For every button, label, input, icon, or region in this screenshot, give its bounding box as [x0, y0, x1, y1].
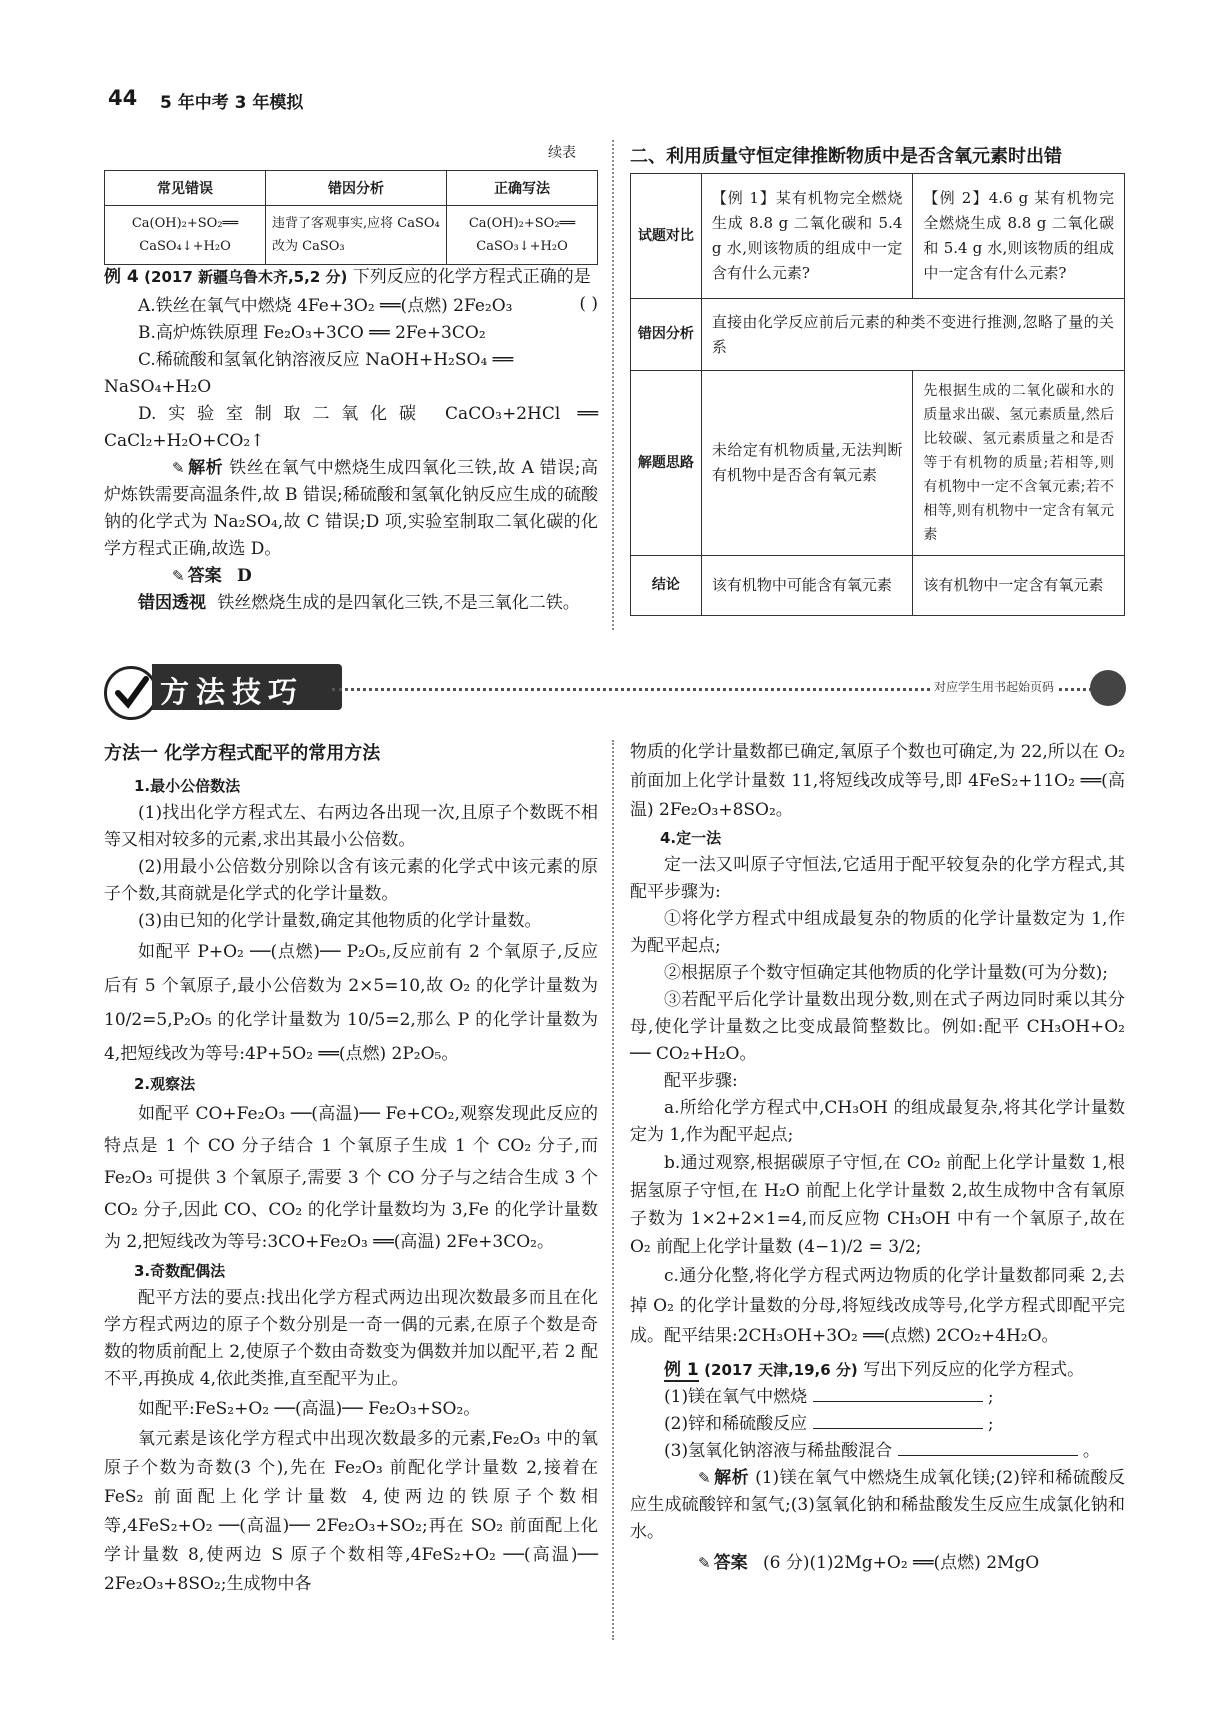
paragraph: a.所给化学方程式中,CH₃OH 的组成最复杂,将其化学计量数定为 1,作为配平起点; [630, 1098, 1125, 1145]
continued-label: 续表 [548, 145, 576, 161]
option-a: A.铁丝在氧气中燃烧 4Fe+3O₂ ══(点燃) 2Fe₂O₃ [138, 296, 513, 316]
table-cell: 直接由化学反应前后元素的种类不变进行推测,忽略了量的关系 [701, 299, 1124, 371]
banner-title: 方法技巧 [160, 675, 305, 709]
paragraph: 定一法又叫原子守恒法,它适用于配平较复杂的化学方程式,其配平步骤为: [630, 855, 1125, 902]
comparison-table [630, 173, 1125, 616]
correct-formula-cell [447, 206, 598, 265]
paragraph: 物质的化学计量数都已确定,氧原子个数也可确定,为 22,所以在 O₂ 前面加上化学计量数 11,将短线改成等号,即 4FeS₂+11O₂ ══(高温) 2Fe₂O₃+8SO₂。 [630, 742, 1125, 820]
option-b: B.高炉炼铁原理 Fe₂O₃+3CO ══ 2Fe+3CO₂ [138, 323, 486, 343]
question-end: ; [987, 1387, 994, 1407]
question-item: (2)锌和稀硫酸反应 [664, 1414, 808, 1434]
table-cell: 【例 2】4.6 g 某有机物完全燃烧生成 8.8 g 二氧化碳和 5.4 g 水,则该物质的组成中一定含有什么元素? [913, 174, 1125, 299]
column-divider [612, 740, 614, 1640]
page-marker-circle [1090, 670, 1126, 706]
answer-label: 答案 [187, 566, 222, 586]
answer-blank-1[interactable] [813, 1387, 983, 1402]
paragraph: ②根据原子个数守恒确定其他物质的化学计量数(可为分数); [664, 963, 1108, 983]
analysis-label: 解析 [187, 458, 224, 478]
error-table [104, 170, 598, 265]
correct-formula-line: CaSO₃↓+H₂O [476, 239, 568, 254]
book-title: 5 年中考 3 年模拟 [160, 93, 304, 113]
answer-blank-2[interactable] [813, 1414, 983, 1429]
question-item: (3)氢氧化钠溶液与稀盐酸混合 [664, 1441, 893, 1461]
answer-label: 答案 [713, 1553, 748, 1573]
wrong-formula-cell [105, 206, 266, 265]
left-bottom-column [104, 740, 598, 1599]
analysis-marker-icon: ✎ [698, 1469, 711, 1487]
paragraph: 配平方法的要点:找出化学方程式两边出现次数最多而且在化学方程式两边的原子个数分别是一奇一偶的元素,在原子个数是奇数的物质前配上 2,使原子个数由奇数变为偶数并加以配平,若 2 配不平,再换成 4,依此类推,直至配平为止。 [104, 1288, 598, 1389]
question-item: (1)镁在氧气中燃烧 [664, 1387, 808, 1407]
table-cell: 【例 1】某有机物完全燃烧生成 8.8 g 二氧化碳和 5.4 g 水,则该物质的组成中一定含有什么元素? [701, 174, 913, 299]
paragraph: c.通分化整,将化学方程式两边物质的化学计量数都同乘 2,去掉 O₂ 的化学计量数的分母,将短线改成等号,化学方程式即配平完成。配平结果:2CH₃OH+3O₂ ══(点燃) 2CO₂+4H₂O。 [630, 1266, 1125, 1346]
table-cell: 先根据生成的二氧化碳和水的质量求出碳、氢元素质量,然后比较碳、氢元素质量之和是否等于有机物的质量;若相等,则有机物中一定不含氧元素;若不相等,则有机物中一定含有氧元素 [913, 371, 1125, 556]
table-row [631, 371, 1125, 556]
paragraph: 如配平:FeS₂+O₂ ──(高温)── Fe₂O₃+SO₂。 [138, 1399, 481, 1419]
table-header: 错因分析 [266, 171, 447, 206]
row-header: 结论 [631, 556, 702, 616]
reason-text: 铁丝燃烧生成的是四氧化三铁,不是三氧化二铁。 [217, 593, 580, 613]
table-header: 正确写法 [447, 171, 598, 206]
analysis-text: (1)镁在氧气中燃烧生成氧化镁;(2)锌和稀硫酸反应生成硫酸锌和氢气;(3)氢氧化钠和稀盐酸发生反应生成氯化钠和水。 [630, 1468, 1126, 1542]
subheading: 1.最小公倍数法 [134, 777, 241, 795]
table-header-row [105, 171, 598, 206]
paragraph: 配平步骤: [664, 1071, 738, 1091]
answer-value: (6 分)(1)2Mg+O₂ ══(点燃) 2MgO [762, 1553, 1040, 1573]
answer-value: D [236, 566, 252, 586]
row-header: 解题思路 [631, 371, 702, 556]
analysis-label: 解析 [713, 1468, 750, 1488]
table-header: 常见错误 [105, 171, 266, 206]
answer-bracket: ( ) [579, 294, 598, 314]
question-end: 。 [1082, 1441, 1100, 1461]
option-d: D.实验室制取二氧化碳 CaCO₃+2HCl ══ CaCl₂+H₂O+CO₂↑ [104, 404, 598, 451]
row-header: 试题对比 [631, 174, 702, 299]
option-c-cont: NaSO₄+H₂O [104, 377, 212, 397]
paragraph: 氧元素是该化学方程式中出现次数最多的元素,Fe₂O₃ 中的氧原子个数为奇数(3 个),先在 Fe₂O₃ 前配化学计量数 2,接着在 FeS₂ 前面配上化学计量数 4,使两边的铁原子个数相等,4FeS₂+O₂ ──(高温)── 2Fe₂O₃+SO₂;再在 SO₂ 前面配上化学计量数 8,使两边 S 原子个数相等,4FeS₂+O₂ ──(高温)── 2Fe₂O₃+8SO₂;生成物中各 [104, 1429, 598, 1594]
table-row [631, 174, 1125, 299]
example-question: 下列反应的化学方程式正确的是 [352, 267, 591, 287]
reason-label: 错因透视 [138, 593, 206, 613]
paragraph: 如配平 P+O₂ ──(点燃)── P₂O₅,反应前有 2 个氧原子,反应后有 5 个氧原子,最小公倍数为 2×5=10,故 O₂ 的化学计量数为 10/2=5,P₂O₅ 的化学计量数为 10/5=2,那么 P 的化学计量数为 4,把短线改为等号:4P+5O₂ ══(点燃) 2P₂O₅。 [104, 942, 598, 1064]
subheading: 3.奇数配偶法 [134, 1262, 226, 1280]
section-title: 二、利用质量守恒定律推断物质中是否含氧元素时出错 [630, 146, 1062, 167]
example-label: 例 4 [104, 267, 139, 287]
paragraph: (1)找出化学方程式左、右两边各出现一次,且原子个数既不相等又相对较多的元素,求出其最小公倍数。 [104, 803, 598, 850]
analysis-cell: 违背了客观事实,应将 CaSO₄ 改为 CaSO₃ [266, 206, 447, 265]
page-number: 44 [108, 86, 138, 110]
subheading: 4.定一法 [660, 829, 722, 847]
table-cell: 该有机物中可能含有氧元素 [701, 556, 913, 616]
wrong-formula-line: CaSO₄↓+H₂O [139, 239, 231, 254]
option-c: C.稀硫酸和氢氧化钠溶液反应 NaOH+H₂SO₄ ══ [138, 350, 514, 370]
answer-marker-icon: ✎ [172, 567, 185, 585]
example-source: (2017 新疆乌鲁木齐,5,2 分) [144, 268, 348, 286]
table-row [631, 299, 1125, 371]
correct-formula-line: Ca(OH)₂+SO₂══ [468, 216, 576, 231]
paragraph: (3)由已知的化学计量数,确定其他物质的化学计量数。 [138, 911, 542, 931]
paragraph: 如配平 CO+Fe₂O₃ ──(高温)── Fe+CO₂,观察发现此反应的特点是 1 个 CO 分子结合 1 个氧原子生成 1 个 CO₂ 分子,而 Fe₂O₃ 可提供 3 个氧原子,需要 3 个 CO 分子与之结合生成 3 个 CO₂ 分子,因此 CO、CO₂ 的化学计量数均为 3,Fe 的化学计量数为 2,把短线改为等号:3CO+Fe₂O₃ ══(高温) 2Fe+3CO₂。 [104, 1104, 598, 1252]
table-row [631, 556, 1125, 616]
wrong-formula-line: Ca(OH)₂+SO₂══ [131, 216, 239, 231]
method-title: 方法一 化学方程式配平的常用方法 [104, 743, 381, 764]
answer-blank-3[interactable] [898, 1441, 1078, 1456]
column-divider [612, 140, 614, 630]
paragraph: (2)用最小公倍数分别除以含有该元素的化学式中该元素的原子个数,其商就是化学式的化学计量数。 [104, 857, 598, 904]
example-question: 写出下列反应的化学方程式。 [863, 1360, 1085, 1380]
example-label: 例 1 [664, 1360, 699, 1380]
paragraph: ①将化学方程式中组成最复杂的物质的化学计量数定为 1,作为配平起点; [630, 909, 1125, 956]
example-source: (2017 天津,19,6 分) [704, 1361, 858, 1379]
example4-block [104, 264, 598, 617]
table-cell: 未给定有机物质量,无法判断有机物中是否含有氧元素 [701, 371, 913, 556]
table-row [105, 206, 598, 265]
table-cell: 该有机物中一定含有氧元素 [913, 556, 1125, 616]
row-header: 错因分析 [631, 299, 702, 371]
analysis-marker-icon: ✎ [172, 459, 185, 477]
right-bottom-column [630, 738, 1125, 1577]
paragraph: b.通过观察,根据碳原子守恒,在 CO₂ 前配上化学计量数 1,根据氢原子守恒,在 H₂O 前配上化学计量数 2,故生成物中含有氧原子数为 1×2+2×1=4,而反应物 CH₃OH 中有一个氧原子,故在 O₂ 前配上化学计量数 (4−1)/2 = 3/2; [630, 1153, 1125, 1257]
banner-right-text: 对应学生用书起始页码 [930, 678, 1058, 695]
checkmark-icon [104, 666, 158, 720]
answer-marker-icon: ✎ [698, 1554, 711, 1572]
analysis-text: 铁丝在氧气中燃烧生成四氧化三铁,故 A 错误;高炉炼铁需要高温条件,故 B 错误;稀硫酸和氢氧化钠反应生成的硫酸钠的化学式为 Na₂SO₄,故 C 错误;D 项,实验室制取二氧化碳的化学方程式正确,故选 D。 [104, 458, 598, 559]
question-end: ; [987, 1414, 994, 1434]
subheading: 2.观察法 [134, 1075, 196, 1093]
paragraph: ③若配平后化学计量数出现分数,则在式子两边同时乘以其分母,使化学计量数之比变成最简整数比。例如:配平 CH₃OH+O₂ ── CO₂+H₂O。 [630, 990, 1125, 1064]
